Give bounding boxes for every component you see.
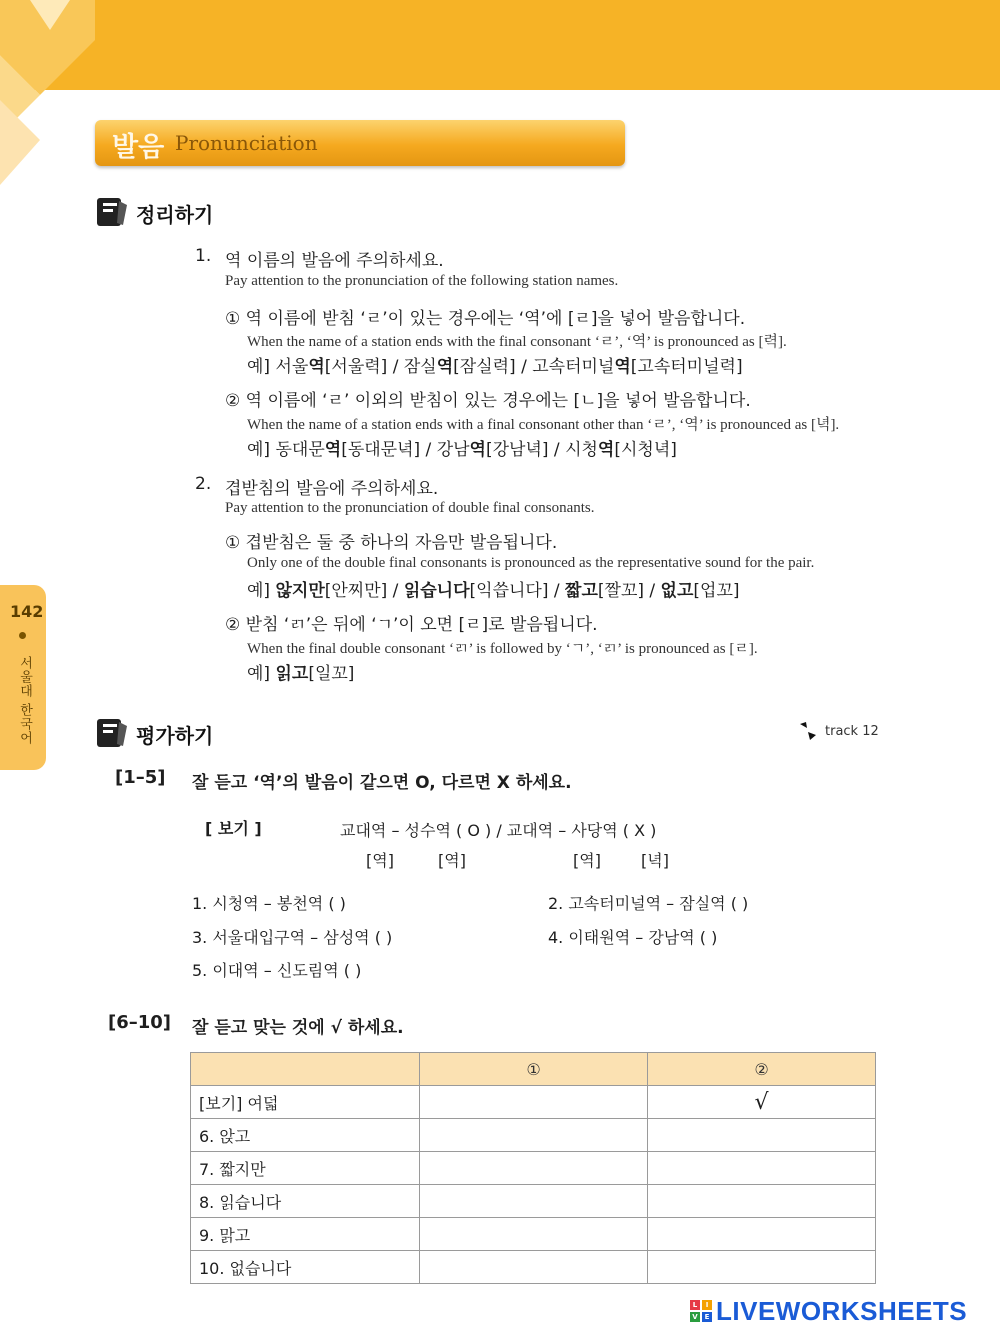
example-pron: [역] <box>438 851 466 870</box>
question-range: [1–5] <box>115 767 166 788</box>
header-cell <box>191 1053 420 1086</box>
header-cell: ② <box>648 1053 876 1086</box>
row-label: 8. 읽습니다 <box>191 1185 420 1218</box>
example-pron: [역] <box>366 851 394 870</box>
corner-decoration <box>0 0 95 190</box>
question-item[interactable]: 3. 서울대입구역 – 삼성역 ( ) <box>192 928 393 947</box>
rule-examples: 예] 서울역[서울력] / 잠실역[잠실력] / 고속터미널역[고속터미널력] <box>247 357 743 377</box>
logo-text: LIVEWORKSHEETS <box>716 1295 968 1326</box>
answer-cell-2[interactable] <box>648 1152 876 1185</box>
question-instruction: 잘 듣고 맞는 것에 √ 하세요. <box>192 1018 404 1038</box>
table-row <box>191 1251 876 1284</box>
audio-track-icon[interactable] <box>798 720 820 746</box>
row-label: 6. 앉고 <box>191 1119 420 1152</box>
row-label: 10. 없습니다 <box>191 1251 420 1284</box>
table-row <box>191 1119 876 1152</box>
example-pron: [역] <box>573 851 601 870</box>
item-instruction-en: Pay attention to the pronunciation of the following station names. <box>225 273 619 289</box>
rule-en: When the final double consonant ‘ㄺ’ is followed by ‘ㄱ’, ‘ㄺ’ is pronounced as [ㄹ]. <box>247 641 758 657</box>
question-item[interactable]: 1. 시청역 – 봉천역 ( ) <box>192 894 346 913</box>
book-title: 서울대 한국어 <box>17 656 32 746</box>
answer-cell-1[interactable] <box>420 1218 648 1251</box>
summary-heading-icon <box>95 195 129 233</box>
rule-ko: ① 겹받침은 둘 중 하나의 자음만 발음됩니다. <box>225 533 558 553</box>
rule-ko: ② 받침 ‘ㄺ’은 뒤에 ‘ㄱ’이 오면 [ㄹ]로 발음됩니다. <box>225 615 598 635</box>
rule-en: When the name of a station ends with a final consonant other than ‘ㄹ’, ‘역’ is pronounced as [녁]. <box>247 417 840 433</box>
header-cell: ① <box>420 1053 648 1086</box>
answer-cell-1[interactable] <box>420 1185 648 1218</box>
liveworksheets-logo[interactable] <box>690 1296 967 1326</box>
table-row <box>191 1185 876 1218</box>
question-item[interactable]: 2. 고속터미널역 – 잠실역 ( ) <box>548 894 749 913</box>
answer-cell-1[interactable] <box>420 1086 648 1119</box>
answer-cell-2[interactable] <box>648 1251 876 1284</box>
item-number: 1. <box>195 246 212 266</box>
question-item[interactable]: 4. 이태원역 – 강남역 ( ) <box>548 928 718 947</box>
item-instruction-ko: 역 이름의 발음에 주의하세요. <box>225 251 444 271</box>
answer-table-header <box>191 1053 876 1086</box>
evaluation-heading: 평가하기 <box>136 724 214 748</box>
rule-ko: ② 역 이름에 ‘ㄹ’ 이외의 받침이 있는 경우에는 [ㄴ]을 넣어 발음합니다. <box>225 391 751 411</box>
table-row <box>191 1086 876 1119</box>
answer-cell-1[interactable] <box>420 1119 648 1152</box>
example-line: 교대역 – 성수역 ( O ) / 교대역 – 사당역 ( X ) <box>340 821 657 840</box>
top-color-band <box>0 0 1000 90</box>
answer-table <box>190 1052 876 1284</box>
page-dot <box>19 632 26 639</box>
item-instruction-ko: 겹받침의 발음에 주의하세요. <box>225 479 439 499</box>
example-pron: [녁] <box>641 851 669 870</box>
page-number: 142 <box>10 602 44 621</box>
rule-ko: ① 역 이름에 받침 ‘ㄹ’이 있는 경우에는 ‘역’에 [ㄹ]을 넣어 발음합니다. <box>225 309 746 329</box>
row-label: 9. 맑고 <box>191 1218 420 1251</box>
answer-cell-1[interactable] <box>420 1251 648 1284</box>
rule-examples: 예] 않지만[안찌만] / 읽습니다[익씁니다] / 짧고[짤꼬] / 없고[업꼬] <box>247 581 740 601</box>
item-instruction-en: Pay attention to the pronunciation of double final consonants. <box>225 500 595 516</box>
answer-cell-2[interactable] <box>648 1185 876 1218</box>
summary-heading: 정리하기 <box>136 203 214 227</box>
rule-examples: 예] 읽고[일꼬] <box>247 664 355 684</box>
rule-en: When the name of a station ends with the final consonant ‘ㄹ’, ‘역’ is pronounced as [력]. <box>247 334 787 350</box>
example-label: [ 보기 ] <box>205 819 262 838</box>
item-number: 2. <box>195 474 212 494</box>
table-row <box>191 1152 876 1185</box>
logo-grid-icon: L I V E <box>690 1300 712 1322</box>
evaluation-heading-icon <box>95 716 129 754</box>
section-title-english: Pronunciation <box>175 131 318 155</box>
rule-examples: 예] 동대문역[동대문녁] / 강남역[강남녁] / 시청역[시청녁] <box>247 440 677 460</box>
question-item[interactable]: 5. 이대역 – 신도림역 ( ) <box>192 961 362 980</box>
answer-cell-2[interactable] <box>648 1218 876 1251</box>
table-row <box>191 1218 876 1251</box>
row-label: [보기] 여덟 <box>191 1086 420 1119</box>
question-range: [6–10] <box>108 1012 172 1033</box>
rule-en: Only one of the double final consonants is pronounced as the representative sound for the pair. <box>247 555 815 571</box>
section-title-korean: 발음 <box>112 132 165 163</box>
question-instruction: 잘 듣고 ‘역’의 발음이 같으면 O, 다르면 X 하세요. <box>192 773 572 793</box>
audio-track-label[interactable]: track 12 <box>825 724 879 739</box>
row-label: 7. 짧지만 <box>191 1152 420 1185</box>
answer-cell-2[interactable] <box>648 1119 876 1152</box>
answer-cell-1[interactable] <box>420 1152 648 1185</box>
answer-cell-2[interactable]: √ <box>648 1086 876 1119</box>
